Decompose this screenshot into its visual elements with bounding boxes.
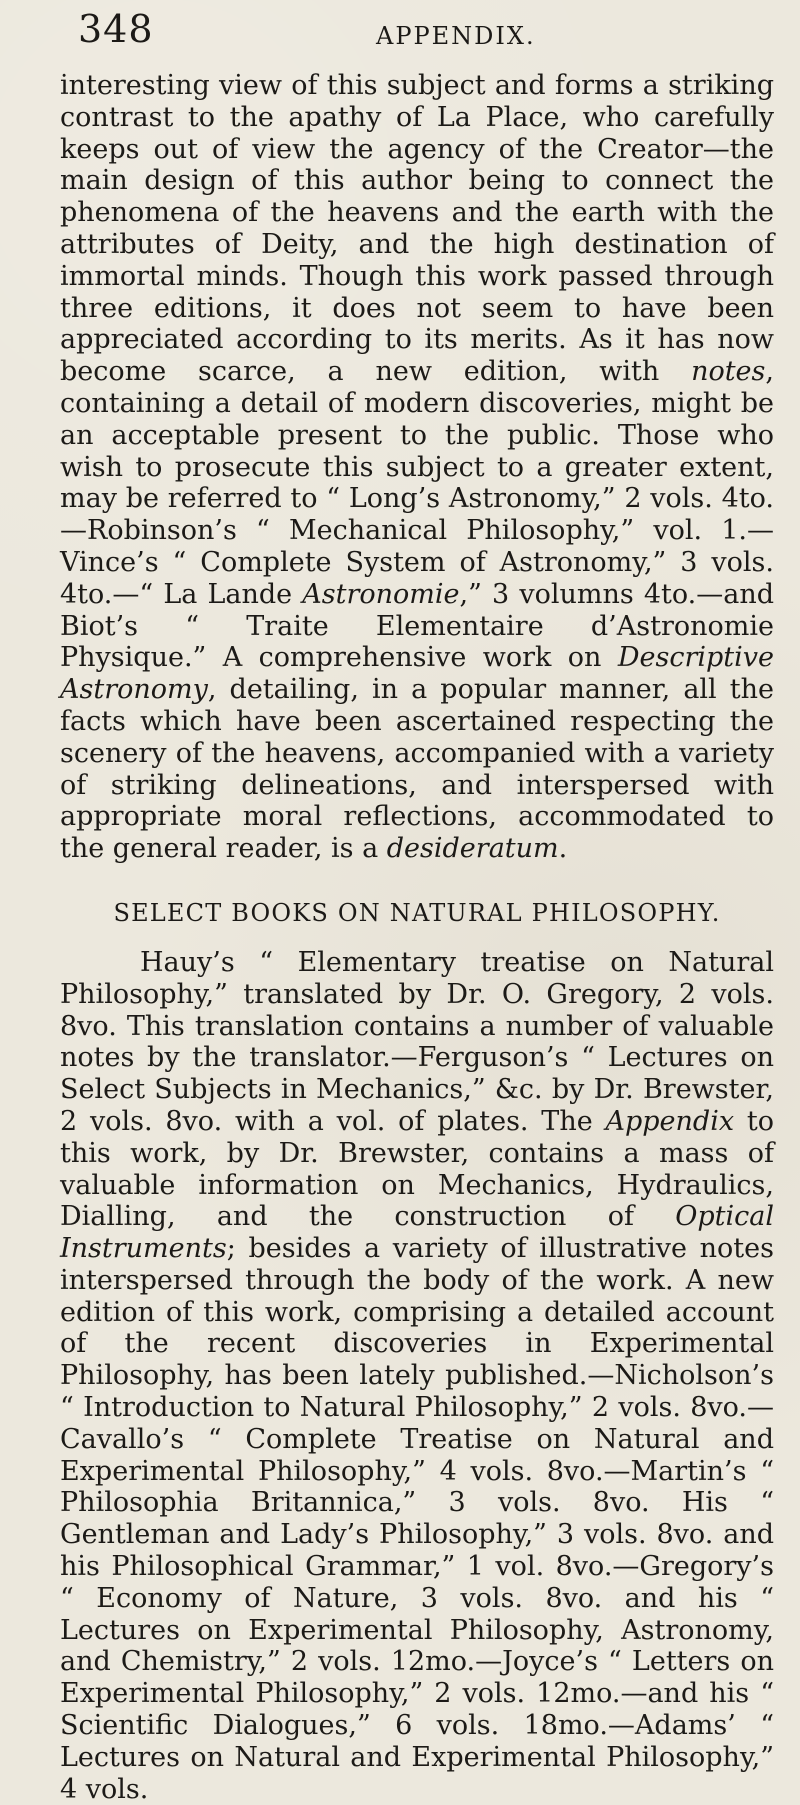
paragraph-1-text-2: , containing a detail of modern discoveries, might be an acceptable present to the public. Those who wish to prosecute this subject to a greater extent, may be referred to “ Long’s Astronomy,” 2 vols. 4to.—Robinson’s “ Mechanical Philosophy,” vol. 1.—Vince’s “ Complete System of Astronomy,” 3 vols. 4to.—“ La Lande xyxy=(60,356,774,610)
running-head xyxy=(60,0,774,70)
paragraph-2-text-1: Hauy’s “ Elementary treatise on Natural Philosophy,” translated by Dr. O. Gregory, 2 vols. 8vo. This translation contains a number of valuable notes by the translator.—Ferguson’s “ Lectures on Select Subjects in Mechanics,” &c. by Dr. Brewster, 2 vols. 8vo. with a vol. of plates. The xyxy=(60,946,774,1137)
paragraph-1-text-1: interesting view of this subject and forms a striking contrast to the apathy of La Place, who carefully keeps out of view the agency of the Creator—the main design of this author being to connect the phenomena of the heavens and the earth with the attributes of Deity, and the high destination of immortal minds. Though this work passed through three editions, it does not seem to have been appreciated according to its merits. As it has now become scarce, a new edition, with xyxy=(60,70,774,388)
paragraph-1-italic-descriptive-astronomy: Descriptive Astronomy xyxy=(60,642,774,706)
paragraph-2-italic-optical-instruments: Optical Instruments xyxy=(60,1201,774,1265)
paragraph-natural-philosophy-books xyxy=(60,947,774,1805)
section-heading: SELECT BOOKS ON NATURAL PHILOSOPHY. xyxy=(113,898,721,927)
paragraph-1-italic-astronomie: Astronomie xyxy=(302,578,460,610)
paragraph-2-text-3: ; besides a variety of illustrative notes interspersed through the body of the work. A new edition of this work, comprising a detailed account of the recent discoveries in Experimental Philosophy, has been lately published.—Nicholson’s “ Introduction to Natural Philosophy,” 2 vols. 8vo.—Cavallo’s “ Complete Treatise on Natural and Experimental Philosophy,” 4 vols. 8vo.—Martin’s “ Philosophia Britannica,” 3 vols. 8vo. His “ Gentleman and Lady’s Philosophy,” 3 vols. 8vo. and his Philosophical Grammar,” 1 vol. 8vo.—Gregory’s “ Economy of Nature, 3 vols. 8vo. and his “ Lectures on Experimental Philosophy, Astronomy, and Chemistry,” 2 vols. 12mo.—Joyce’s “ Letters on Experimental Philosophy,” 2 vols. 12mo.—and his “ Scientific Dialogues,” 6 vols. 18mo.—Adams’ “ Lectures on Natural and Experimental Philosophy,” 4 vols. xyxy=(60,1233,774,1805)
page-number: 348 xyxy=(78,7,154,51)
paragraph-1-text-5: . xyxy=(558,833,568,865)
paragraph-1-text-4: , detailing, in a popular manner, all the facts which have been ascertained respecting the scenery of the heavens, accompanied with a variety of striking delineations, and interspersed with appropriate moral reflections, accommodated to the general reader, is a xyxy=(60,674,774,865)
paragraph-1-text-3: ,” 3 volumns 4to.—and Biot’s “ Traite Elementaire d’Astronomie Physique.” A comprehensive work on xyxy=(60,578,774,674)
paragraph-2-italic-appendix: Appendix xyxy=(605,1105,735,1137)
paragraph-1-italic-notes: notes xyxy=(691,356,766,388)
paragraph-2-text-2: to this work, by Dr. Brewster, contains a mass of valuable information on Mechanics, Hydraulics, Dialling, and the construction of xyxy=(60,1105,774,1233)
paragraph-1-italic-desideratum: desideratum xyxy=(386,833,559,865)
paragraph-astronomy-works xyxy=(60,70,774,865)
running-title: APPENDIX. xyxy=(376,22,536,50)
